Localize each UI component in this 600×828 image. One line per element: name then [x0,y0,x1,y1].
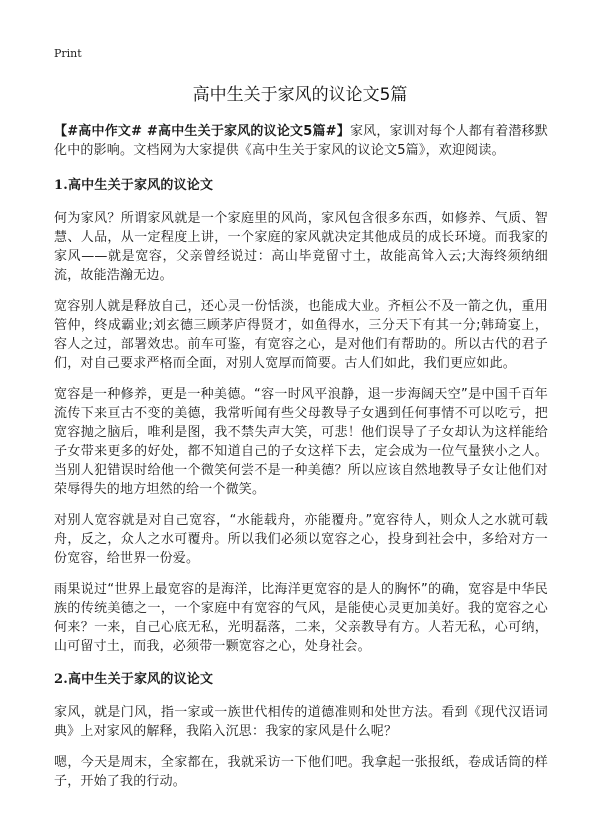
article-title: 高中生关于家风的议论文5篇 [192,85,408,105]
intro-paragraph [54,122,548,160]
paragraph: 宽容别人就是释放自己，还心灵一份恬淡，也能成大业。齐桓公不及一箭之仇，重用管仲，终成霸业;刘玄德三顾茅庐得贤才，如鱼得水，三分天下有其一分;韩琦宴上，容人之过，部署效忠。前车可鉴，有宽容之心，是对他们有帮助的。所以古代的君子们，对自己要求严格而全面，对别人宽厚而简要。古人们如此，我们更应如此。 [54,299,548,371]
paragraph: 宽容是一种修养，更是一种美德。“容一时风平浪静，退一步海阔天空”是中国千百年流传下来亘古不变的美德，我常听闻有些父母教导子女遇到任何事情不可以吃亏，把宽容抛之脑后，唯利是图，我不禁失声大笑，可悲！他们误导了子女却认为这样能给子女带来更多的好处，都不知道自己的子女这样下去，定会成为一位气量狭小之人。当别人犯错误时给他一个微笑何尝不是一种美德？所以应该自然地教导子女让他们对荣辱得失的地方坦然的给一个微笑。 [54,387,548,497]
section-heading: 2.高中生关于家风的议论文 [54,672,214,687]
intro-tag: 【#高中作文# #高中生关于家风的议论文5篇#】 [54,124,350,139]
section-heading: 1.高中生关于家风的议论文 [54,178,214,193]
paragraph: 何为家风？所谓家风就是一个家庭里的风尚，家风包含很多东西，如修养、气质、智慧、人品，从一定程度上讲，一个家庭的家风就决定其他成员的成长环境。而我家的家风——就是宽容，父亲曾经说过：高山毕竟留寸土，故能高耸入云;大海终须纳细流，故能浩瀚无边。 [54,211,548,283]
paragraph: 对别人宽容就是对自己宽容，“水能载舟，亦能覆舟。”宽容待人，则众人之水就可载舟，反之，众人之水可覆舟。所以我们必须以宽容之心，投身到社会中，多给对方一份宽容，给世界一份爱。 [54,513,548,566]
paragraph: 雨果说过“世界上最宽容的是海洋，比海洋更宽容的是人的胸怀”的确，宽容是中华民族的传统美德之一，一个家庭中有宽容的气风，是能使心灵更加美好。我的宽容之心何来？一来，自己心底无私，光明磊落，二来，父亲教导有方。人若无私，心可纳，山可留寸土，而我，必须带一颗宽容之心，处身社会。 [54,582,548,654]
intro-text: 家风，家训对每个人都有着潜移默化中的影响。文档网为大家提供《高中生关于家风的议论文5篇》，欢迎阅读。 [54,124,548,158]
paragraph: 家风，就是门风，指一家或一族世代相传的道德准则和处世方法。看到《现代汉语词典》上对家风的解释，我陷入沉思：我家的家风是什么呢？ [54,705,548,739]
paragraph: 嗯，今天是周末，全家都在，我就采访一下他们吧。我拿起一张报纸，卷成话筒的样子，开始了我的行动。 [54,755,548,789]
article-body [54,122,548,803]
print-label: Print [54,47,82,60]
